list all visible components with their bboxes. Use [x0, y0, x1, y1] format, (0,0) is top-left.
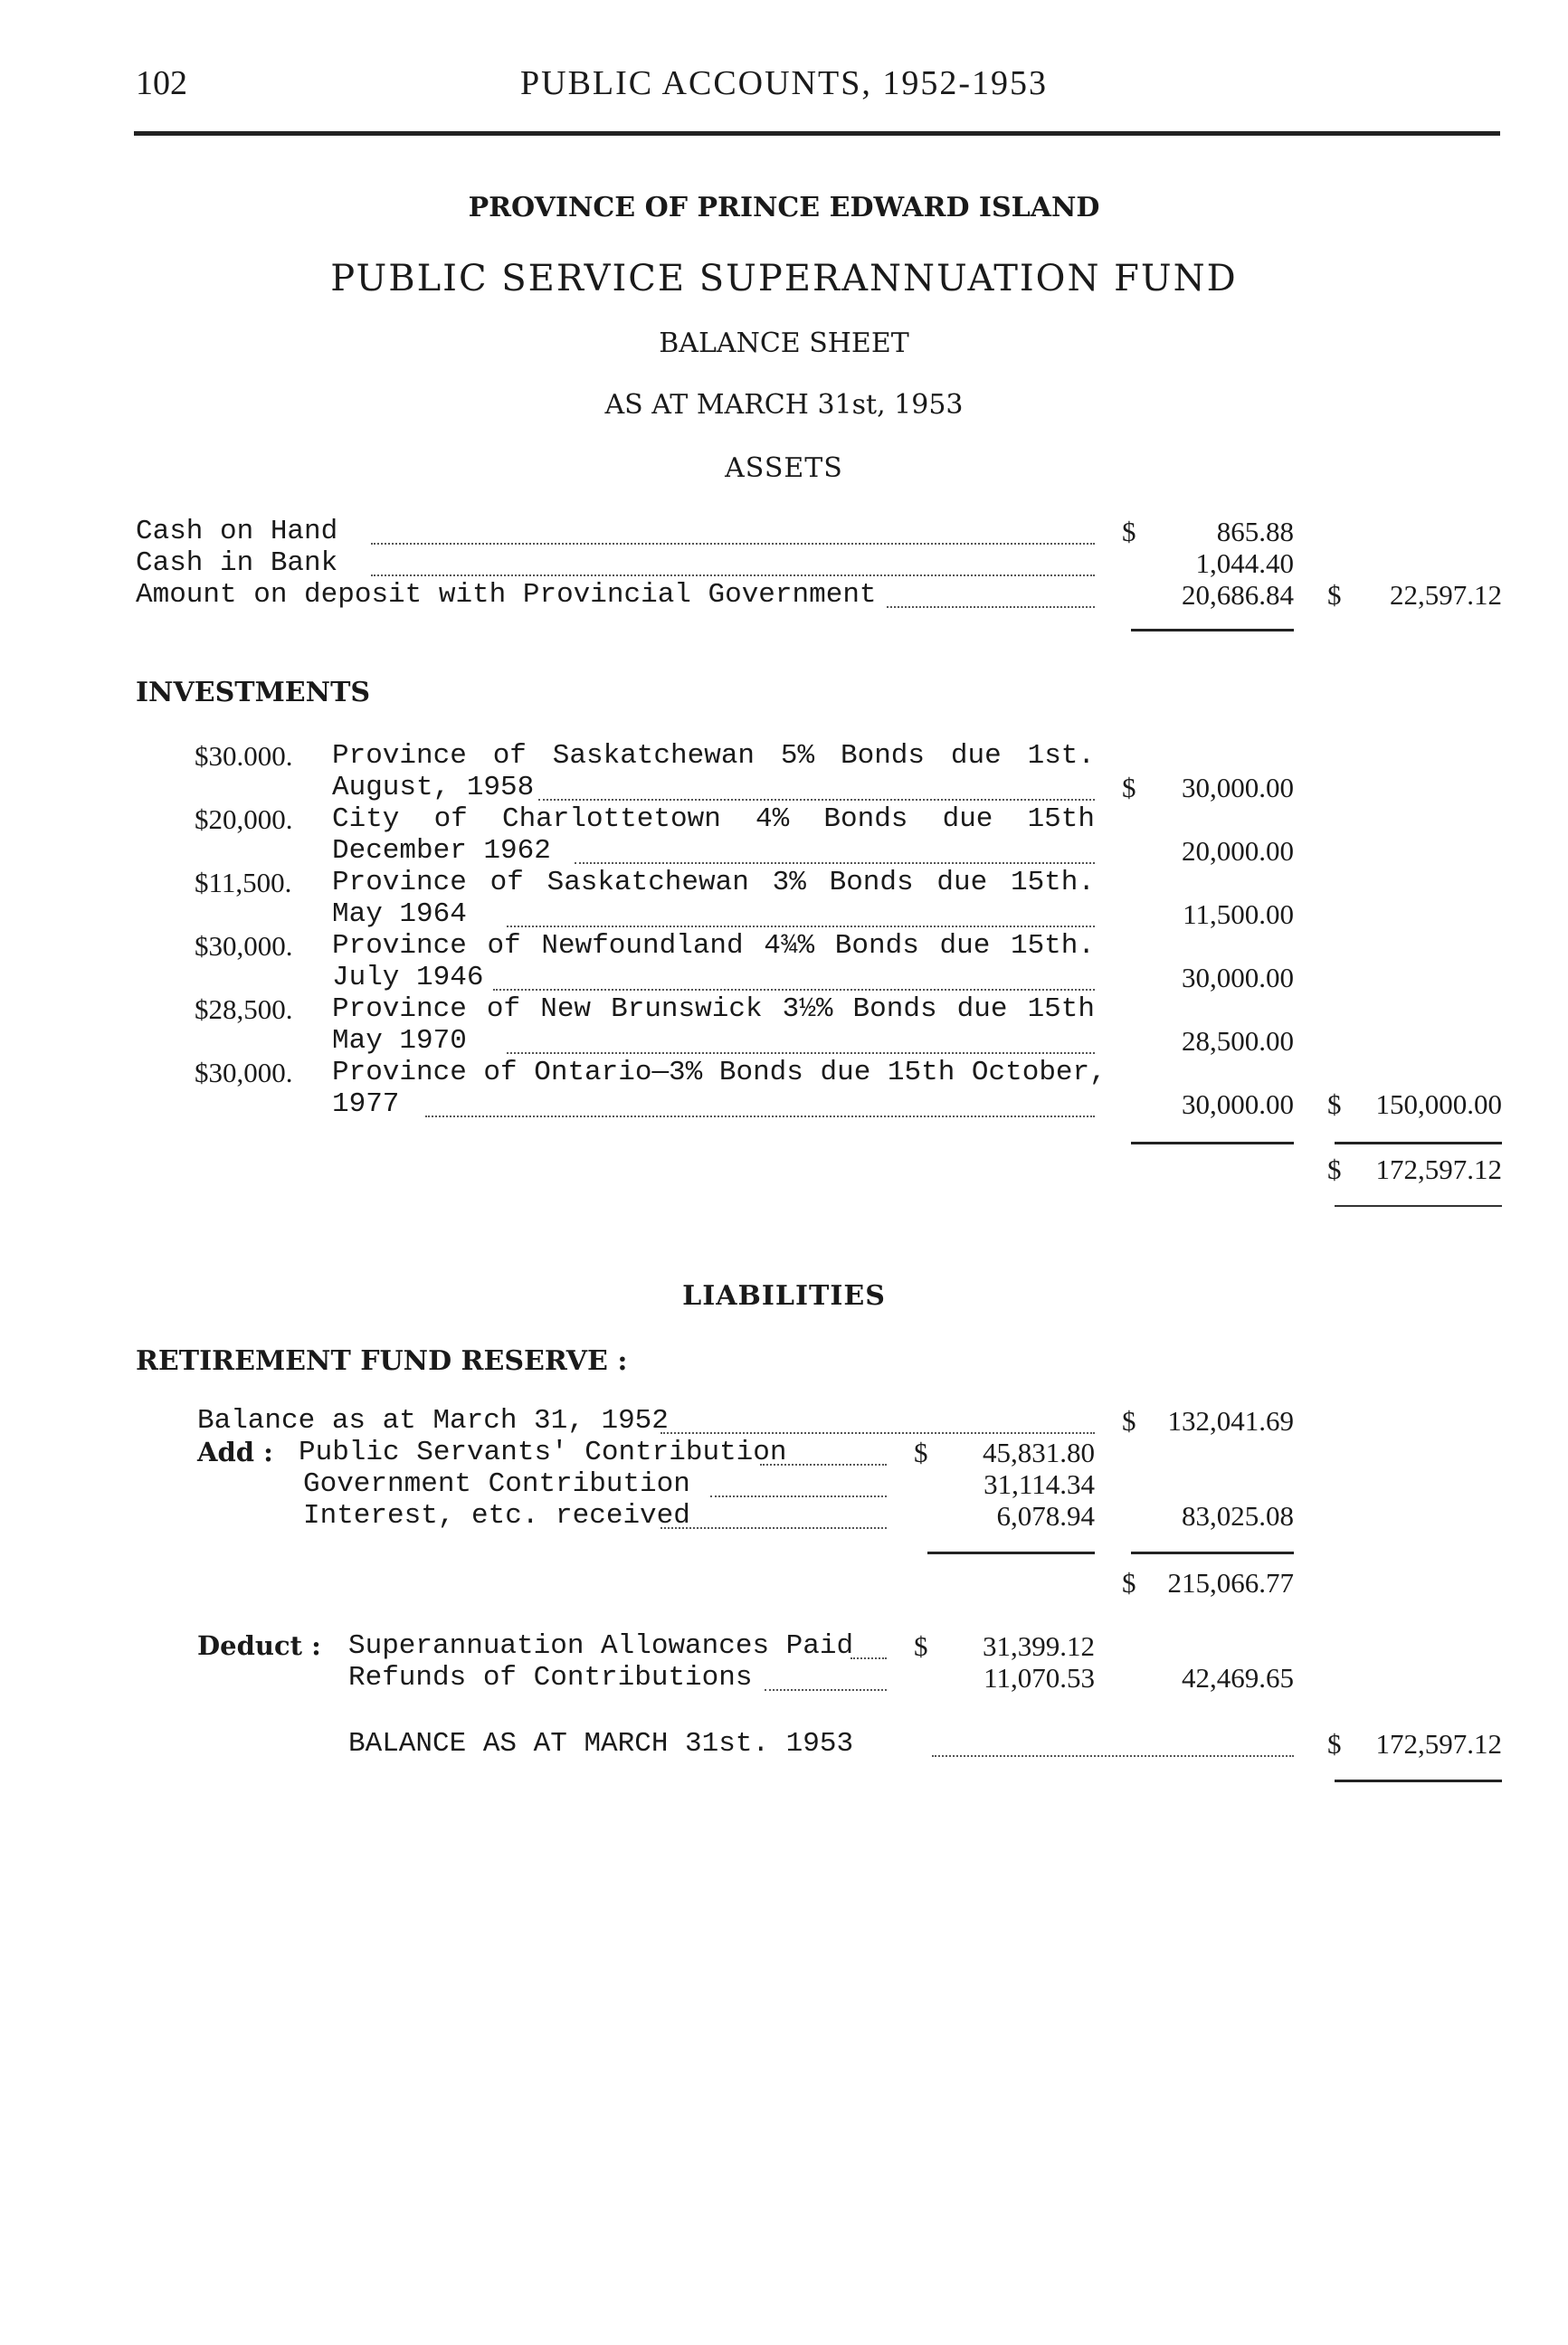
assets-rule [1131, 629, 1294, 631]
leader-dots [493, 989, 1095, 991]
closing-balance-rule [1335, 1780, 1502, 1782]
investment-description: Province of Newfoundland 4¾% Bonds due 15th. [332, 930, 1095, 962]
investment-face-value: $30.000. [195, 740, 293, 772]
investment-amount: 11,500.00 [1183, 898, 1294, 930]
leader-dots [507, 1052, 1095, 1054]
investment-description: Province of New Brunswick 3½% Bonds due 15th [332, 993, 1095, 1025]
deduction-label: Superannuation Allowances Paid [348, 1630, 854, 1662]
leader-dots [765, 1689, 887, 1691]
investment-description: Province of Saskatchewan 3% Bonds due 15th. [332, 867, 1095, 898]
date-title: AS AT MARCH 31st, 1953 [604, 389, 964, 421]
asset-label-cash-in-bank: Cash in Bank [136, 547, 338, 579]
leader-dots [887, 606, 1095, 608]
investment-maturity: August, 1958 [332, 772, 535, 803]
currency-symbol: $ [1122, 516, 1136, 547]
leader-dots [538, 799, 1095, 801]
statement-title: BALANCE SHEET [659, 328, 909, 359]
leader-dots [660, 1527, 887, 1529]
additions-total-rule [1131, 1552, 1294, 1554]
currency-symbol: $ [1327, 1728, 1342, 1760]
fund-title: PUBLIC SERVICE SUPERANNUATION FUND [330, 258, 1238, 299]
header-rule [134, 131, 1500, 136]
deductions-total: 42,469.65 [1182, 1662, 1294, 1694]
opening-balance-label: Balance as at March 31, 1952 [197, 1405, 669, 1437]
currency-symbol: $ [1122, 1567, 1136, 1599]
investment-description: Province of Ontario—3% Bonds due 15th October, [332, 1057, 1107, 1088]
closing-balance-amount: 172,597.12 [1375, 1728, 1502, 1760]
investments-heading: INVESTMENTS [136, 677, 371, 708]
leader-dots [851, 1657, 887, 1659]
currency-symbol: $ [1327, 1088, 1342, 1120]
leader-dots [371, 574, 1095, 576]
investment-maturity: July 1946 [332, 962, 484, 993]
investment-maturity: May 1964 [332, 898, 467, 930]
addition-label: Interest, etc. received [303, 1500, 690, 1532]
investment-face-value: $28,500. [195, 993, 293, 1025]
additions-rule [927, 1552, 1095, 1554]
asset-amount-deposit: 20,686.84 [1182, 579, 1294, 611]
running-title: PUBLIC ACCOUNTS, 1952-1953 [520, 64, 1048, 102]
deduction-amount: 11,070.53 [984, 1662, 1095, 1694]
investment-maturity: May 1970 [332, 1025, 467, 1057]
investments-rule [1131, 1142, 1294, 1144]
asset-label-deposit: Amount on deposit with Provincial Government [136, 579, 877, 611]
add-label: Add : [197, 1437, 273, 1467]
leader-dots [760, 1464, 887, 1466]
assets-total-rule [1335, 1205, 1502, 1207]
investment-amount: 30,000.00 [1182, 962, 1294, 993]
leader-dots [371, 543, 1095, 545]
asset-amount-cash-on-hand: 865.88 [1216, 516, 1294, 547]
investment-face-value: $30,000. [195, 1057, 293, 1088]
investments-subtotal: 150,000.00 [1375, 1088, 1502, 1120]
leader-dots [710, 1495, 887, 1497]
currency-symbol: $ [914, 1437, 928, 1468]
investment-face-value: $11,500. [195, 867, 292, 898]
reserve-heading: RETIREMENT FUND RESERVE : [136, 1345, 628, 1377]
assets-heading: ASSETS [725, 452, 843, 484]
investment-description: City of Charlottetown 4% Bonds due 15th [332, 803, 1095, 835]
deduct-label: Deduct : [197, 1630, 321, 1661]
province-title: PROVINCE OF PRINCE EDWARD ISLAND [468, 192, 1100, 223]
addition-amount: 45,831.80 [983, 1437, 1095, 1468]
investment-maturity: 1977 [332, 1088, 400, 1120]
leader-dots [425, 1116, 1095, 1117]
liabilities-heading: LIABILITIES [682, 1280, 886, 1312]
addition-amount: 6,078.94 [996, 1500, 1095, 1532]
currency-symbol: $ [1122, 772, 1136, 803]
investment-amount: 30,000.00 [1182, 1088, 1294, 1120]
investment-maturity: December 1962 [332, 835, 551, 867]
assets-grand-total: 172,597.12 [1375, 1154, 1502, 1185]
addition-label: Government Contribution [303, 1468, 690, 1500]
currency-symbol: $ [1122, 1405, 1136, 1437]
investment-amount: 20,000.00 [1182, 835, 1294, 867]
investment-amount: 30,000.00 [1182, 772, 1294, 803]
deduction-label: Refunds of Contributions [348, 1662, 753, 1694]
addition-label: Public Servants' Contribution [299, 1437, 787, 1468]
investment-amount: 28,500.00 [1182, 1025, 1294, 1057]
investment-description: Province of Saskatchewan 5% Bonds due 1st. [332, 740, 1095, 772]
leader-dots [660, 1432, 1095, 1434]
investment-face-value: $20,000. [195, 803, 293, 835]
currency-symbol: $ [1327, 579, 1342, 611]
investments-rule-right [1335, 1142, 1502, 1144]
deduction-amount: 31,399.12 [983, 1630, 1095, 1662]
opening-balance-amount: 132,041.69 [1167, 1405, 1294, 1437]
asset-amount-cash-in-bank: 1,044.40 [1195, 547, 1294, 579]
currency-symbol: $ [1327, 1154, 1342, 1185]
leader-dots [932, 1755, 1294, 1757]
after-additions-amount: 215,066.77 [1167, 1567, 1294, 1599]
addition-amount: 31,114.34 [984, 1468, 1095, 1500]
leader-dots [507, 926, 1095, 927]
assets-subtotal: 22,597.12 [1390, 579, 1502, 611]
asset-label-cash-on-hand: Cash on Hand [136, 516, 338, 547]
investment-face-value: $30,000. [195, 930, 293, 962]
currency-symbol: $ [914, 1630, 928, 1662]
page-number: 102 [136, 64, 187, 102]
leader-dots [575, 862, 1095, 864]
additions-total: 83,025.08 [1182, 1500, 1294, 1532]
closing-balance-label: BALANCE AS AT MARCH 31st. 1953 [348, 1728, 854, 1760]
